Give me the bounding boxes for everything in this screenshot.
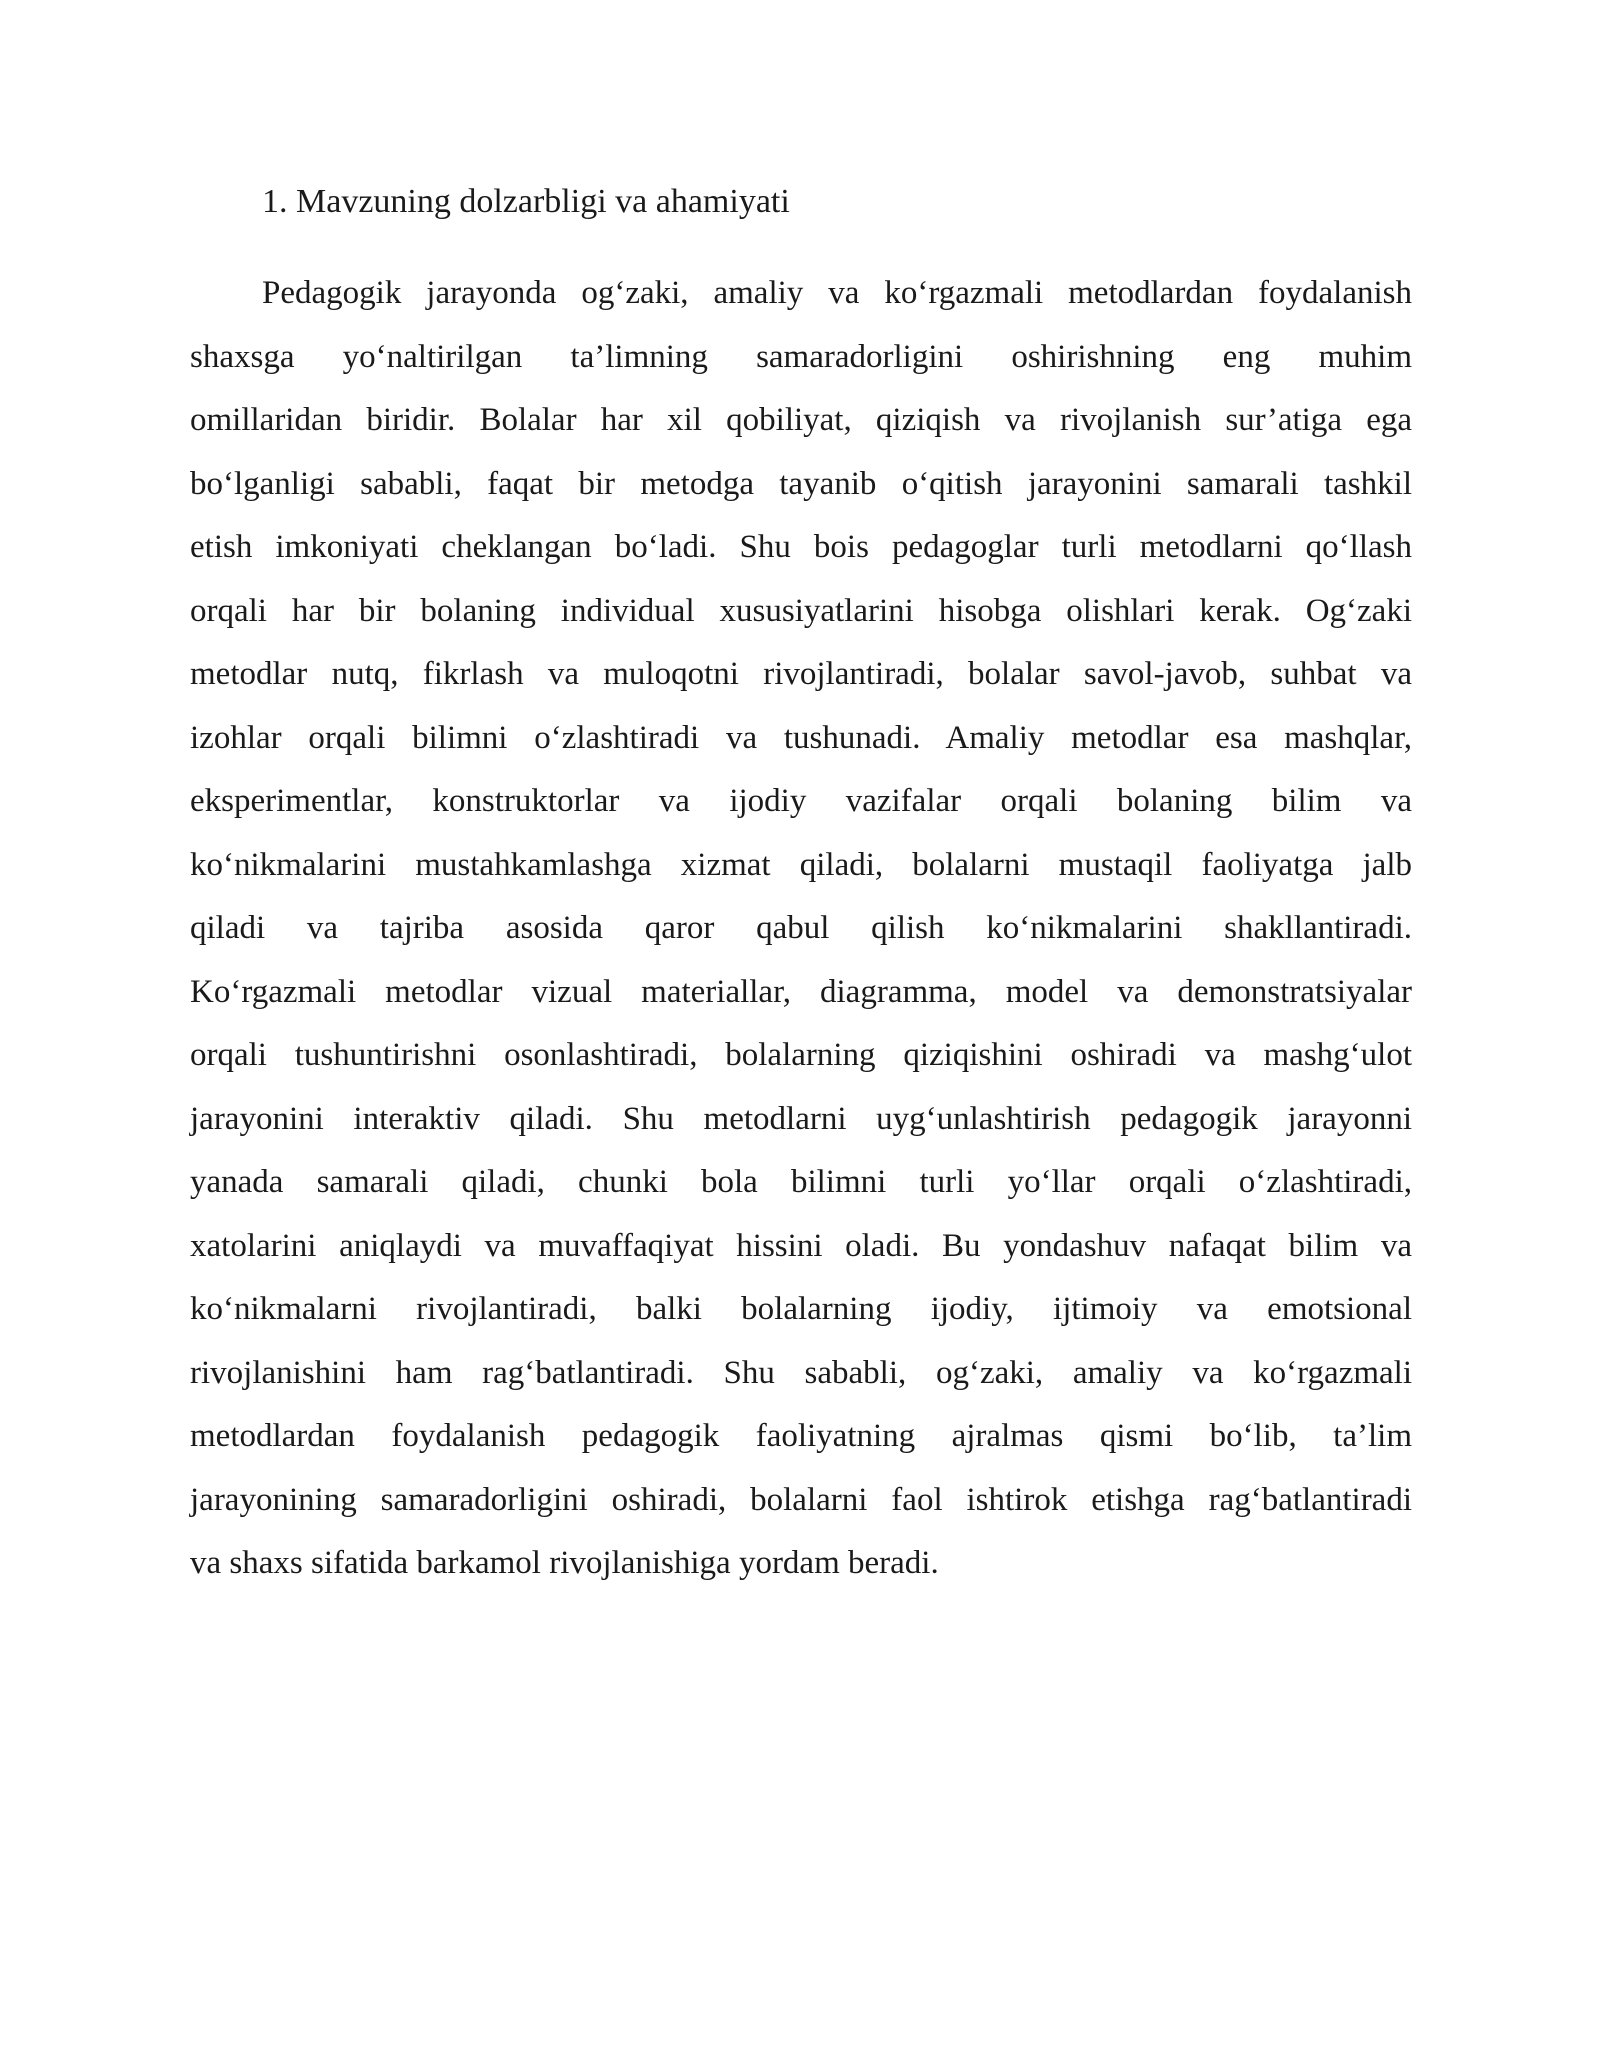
paragraph-line: Pedagogik jarayonda og‘zaki, amaliy va ko‘rgazmali metodlardan foydalanish — [262, 275, 1412, 311]
paragraph-line: etish imkoniyati cheklangan bo‘ladi. Shu bois pedagoglar turli metodlarni qo‘llash — [190, 529, 1412, 565]
paragraph-line: bo‘lganligi sababli, faqat bir metodga tayanib o‘qitish jarayonini samarali tashkil — [190, 465, 1412, 502]
paragraph-line: ko‘nikmalarini mustahkamlashga xizmat qiladi, bolalarni mustaqil faoliyatga jalb — [190, 846, 1412, 883]
paragraph-line: ko‘nikmalarni rivojlantiradi, balki bolalarning ijodiy, ijtimoiy va emotsional — [190, 1291, 1412, 1327]
paragraph-line: Ko‘rgazmali metodlar vizual materiallar, diagramma, model va demonstratsiyalar — [190, 973, 1412, 1010]
paragraph-line: izohlar orqali bilimni o‘zlashtiradi va tushunadi. Amaliy metodlar esa mashqlar, — [190, 719, 1412, 756]
paragraph-line: metodlardan foydalanish pedagogik faoliyatning ajralmas qismi bo‘lib, ta’lim — [190, 1418, 1412, 1454]
paragraph-line: xatolarini aniqlaydi va muvaffaqiyat hissini oladi. Bu yondashuv nafaqat bilim va — [190, 1227, 1412, 1264]
paragraph-line: orqali tushuntirishni osonlashtiradi, bolalarning qiziqishini oshiradi va mashg‘ulot — [190, 1037, 1412, 1073]
paragraph-line: rivojlanishini ham rag‘batlantiradi. Shu sababli, og‘zaki, amaliy va ko‘rgazmali — [190, 1354, 1412, 1391]
paragraph-line: eksperimentlar, konstruktorlar va ijodiy vazifalar orqali bolaning bilim va — [190, 783, 1412, 819]
paragraph-line: qiladi va tajriba asosida qaror qabul qilish ko‘nikmalarini shakllantiradi. — [190, 910, 1412, 946]
paragraph-line: va shaxs sifatida barkamol rivojlanishiga yordam beradi. — [190, 1545, 939, 1581]
paragraph-line: yanada samarali qiladi, chunki bola bilimni turli yo‘llar orqali o‘zlashtiradi, — [190, 1164, 1412, 1200]
paragraph-line: shaxsga yo‘naltirilgan ta’limning samaradorligini oshirishning eng muhim — [190, 338, 1412, 375]
section-heading: 1. Mavzuning dolzarbligi va ahamiyati — [262, 183, 790, 220]
paragraph-line: orqali har bir bolaning individual xususiyatlarini hisobga olishlari kerak. Og‘zaki — [190, 592, 1412, 629]
paragraph-line: jarayonining samaradorligini oshiradi, bolalarni faol ishtirok etishga rag‘batlantiradi — [190, 1481, 1412, 1518]
body-paragraph — [190, 262, 1412, 1596]
paragraph-line: omillaridan biridir. Bolalar har xil qobiliyat, qiziqish va rivojlanish sur’atiga ega — [190, 402, 1412, 438]
paragraph-line: jarayonini interaktiv qiladi. Shu metodlarni uyg‘unlashtirish pedagogik jarayonni — [190, 1100, 1412, 1137]
paragraph-line: metodlar nutq, fikrlash va muloqotni rivojlantiradi, bolalar savol-javob, suhbat va — [190, 656, 1412, 692]
